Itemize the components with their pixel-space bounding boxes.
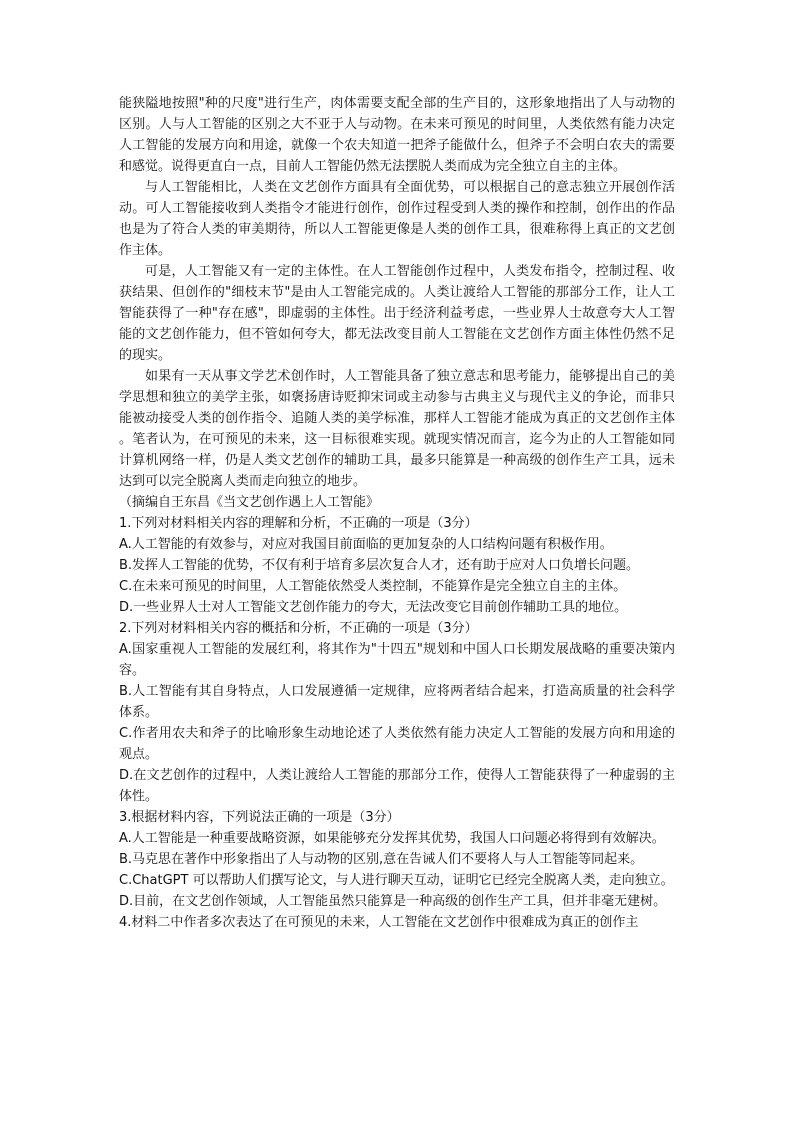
question-1-option-b: B.发挥人工智能的优势，不仅有利于培育多层次复合人才，还有助于应对人口负增长问题。 [119, 558, 640, 573]
question-2-option-c: C.作者用农夫和斧子的比喻形象生动地论述了人类依然有能力决定人工智能的发展方向和用途的观点。 [119, 726, 675, 762]
question-3-option-d: D.目前，在文艺创作领域，人工智能虽然只能算是一种高级的创作生产工具，但并非毫无建树。 [119, 894, 667, 909]
question-3-stem: 3.根据材料内容，下列说法正确的一项是（3分） [119, 810, 400, 825]
source-citation: （摘编自王东昌《当文艺创作遇上人工智能》 [119, 495, 380, 510]
question-3 [119, 807, 675, 912]
paragraph-2: 与人工智能相比，人类在文艺创作方面具有全面优势，可以根据自己的意志独立开展创作活动。可人工智能接收到人类指令才能进行创作，创作过程受到人类的操作和控制，创作出的作品也是为了符合人类的审美期待，所以人工智能更像是人类的创作工具，很难称得上真正的文艺创作主体。 [119, 180, 675, 258]
question-1-stem: 1.下列对材料相关内容的理解和分析，不正确的一项是（3分） [119, 516, 478, 531]
question-1-option-c: C.在未来可预见的时间里，人工智能依然受人类控制，不能算作是完全独立自主的主体。 [119, 579, 627, 594]
document-body [119, 93, 675, 933]
question-2-option-d: D.在文艺创作的过程中，人类让渡给人工智能的那部分工作，使得人工智能获得了一种虚弱的主体性。 [119, 768, 675, 804]
paragraph-3: 可是，人工智能又有一定的主体性。在人工智能创作过程中，人类发布指令，控制过程、收获结果、但创作的"细枝末节"是由人工智能完成的。人类让渡给人工智能的那部分工作，让人工智能获得了一种"存在感"，即虚弱的主体性。出于经济利益考虑，一些业界人士故意夸大人工智能的文艺创作能力，但不管如何夸大，都无法改变目前人工智能在文艺创作方面主体性仍然不足的现实。 [119, 264, 675, 363]
question-3-option-a: A.人工智能是一种重要战略资源，如果能够充分发挥其优势，我国人口问题必将得到有效解决。 [119, 831, 665, 846]
question-1 [119, 513, 675, 618]
question-2-stem: 2.下列对材料相关内容的概括和分析，不正确的一项是（3分） [119, 621, 478, 636]
paragraph-4: 如果有一天从事文学艺术创作时，人工智能具备了独立意志和思考能力，能够提出自己的美学思想和独立的美学主张，如褒扬唐诗贬抑宋词或主动参与古典主义与现代主义的争论，而非只能被动接受人类的创作指令、追随人类的美学标准，那样人工智能才能成为真正的文艺创作主体。笔者认为，在可预见的未来，这一目标很难实现。就现实情况而言，迄今为止的人工智能如同计算机网络一样，仍是人类文艺创作的辅助工具，最多只能算是一种高级的创作生产工具，远未达到可以完全脱离人类而走向独立的地步。 [119, 369, 675, 489]
question-2-option-a: A.国家重视人工智能的发展红利，将其作为"十四五"规划和中国人口长期发展战略的重要决策内容。 [119, 642, 675, 678]
question-1-option-a: A.人工智能的有效参与，对应对我国目前面临的更加复杂的人口结构问题有积极作用。 [119, 537, 613, 552]
question-3-option-b: B.马克思在著作中形象指出了人与动物的区别,意在告诫人们不要将人与人工智能等同起来。 [119, 852, 644, 867]
question-2-option-b: B.人工智能有其自身特点，人口发展遵循一定规律，应将两者结合起来，打造高质量的社会科学体系。 [119, 684, 675, 720]
paragraph-1: 能狭隘地按照"种的尺度"进行生产，肉体需要支配全部的生产目的，这形象地指出了人与动物的区别。人与人工智能的区别之大不亚于人与动物。在未来可预见的时间里，人类依然有能力决定人工智能的发展方向和用途，就像一个农夫知道一把斧子能做什么，但斧子不会明白农夫的需要和感觉。说得更直白一点，目前人工智能仍然无法摆脱人类而成为完全独立自主的主体。 [119, 96, 675, 174]
question-3-option-c: C.ChatGPT 可以帮助人们撰写论文，与人进行聊天互动，证明它已经完全脱离人类，走向独立。 [119, 873, 674, 888]
question-2 [119, 618, 675, 807]
question-4-stem: 4.材料二中作者多次表达了在可预见的未来，人工智能在文艺创作中很难成为真正的创作主 [119, 915, 639, 930]
question-4 [119, 912, 675, 933]
question-1-option-d: D.一些业界人士对人工智能文艺创作能力的夸大，无法改变它目前创作辅助工具的地位。 [119, 600, 628, 615]
